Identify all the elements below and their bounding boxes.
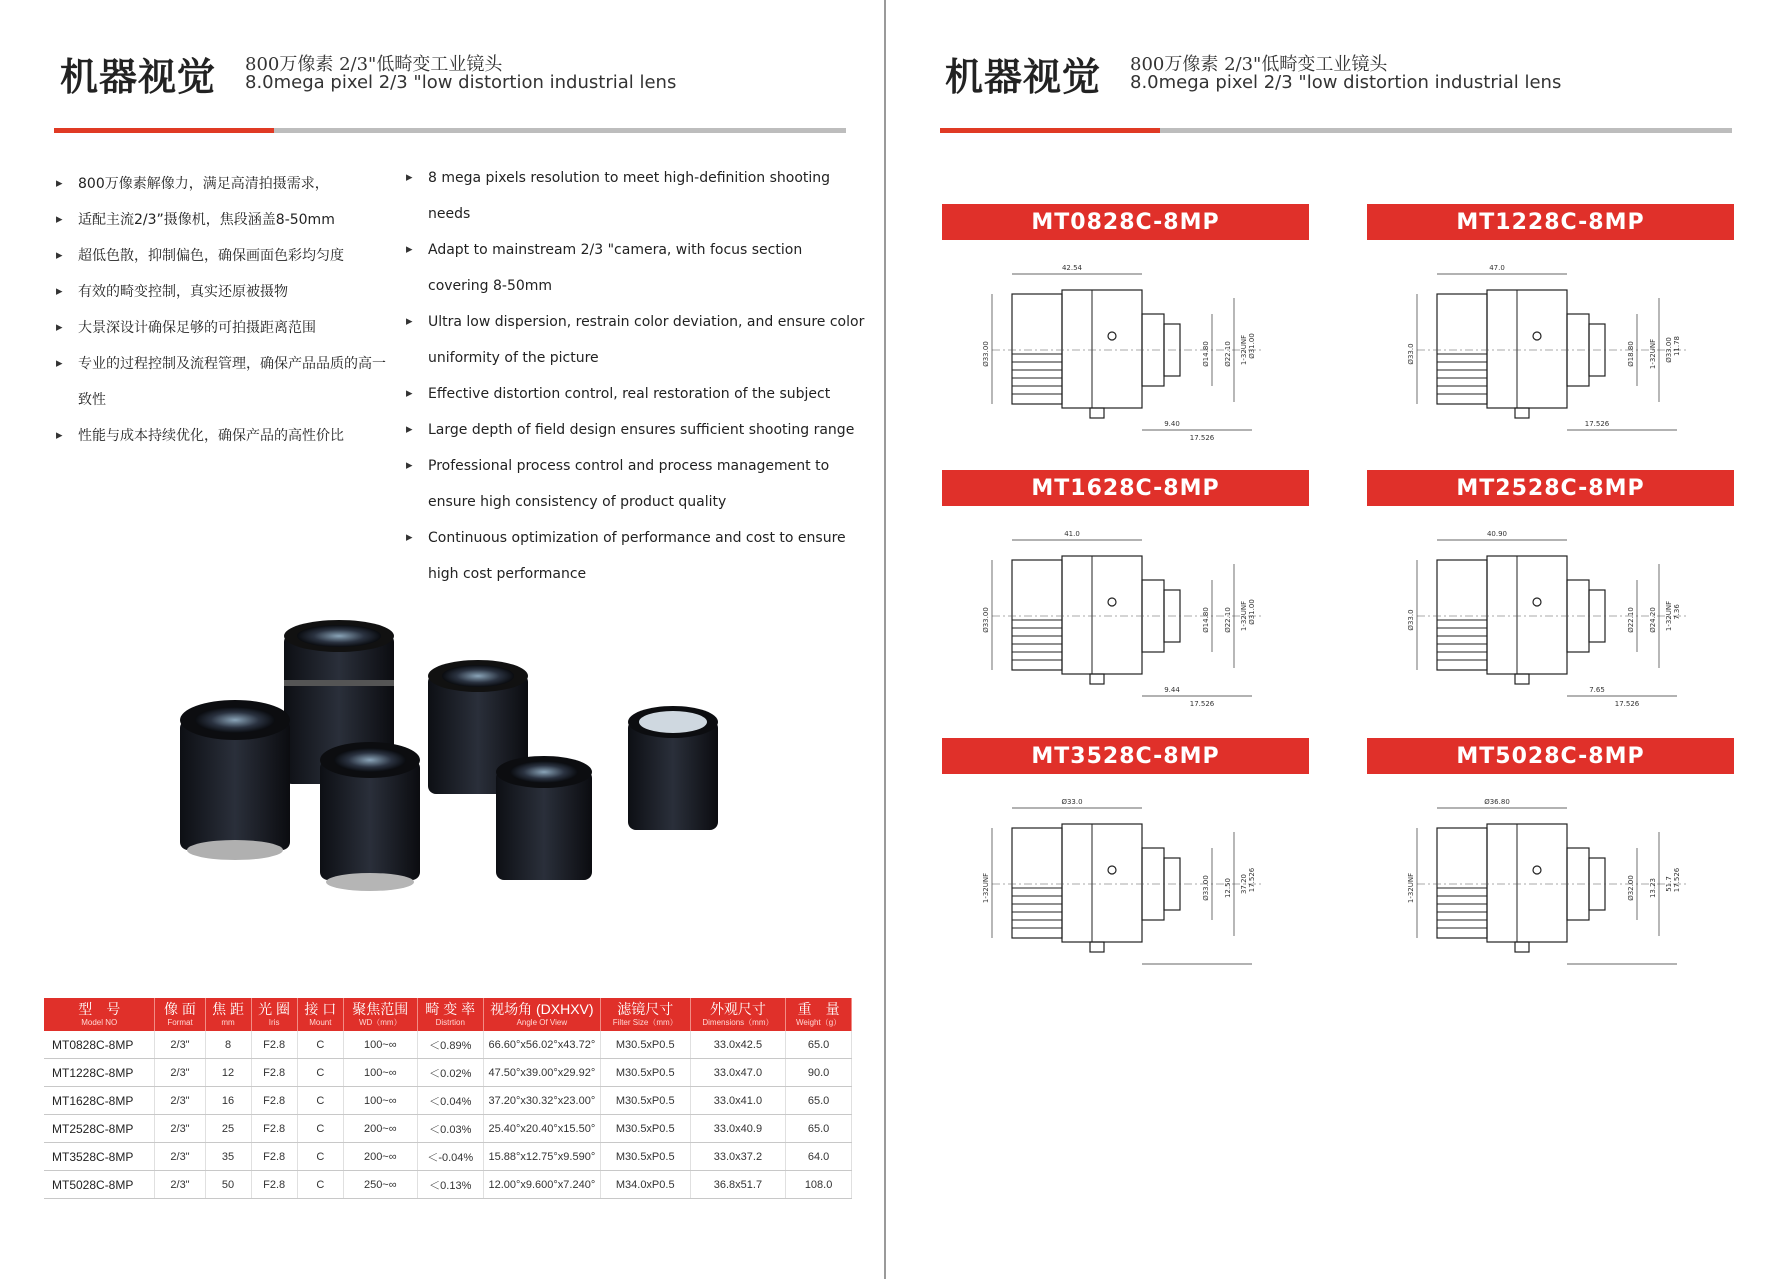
screw-hole — [1108, 598, 1116, 606]
table-cell: 65.0 — [786, 1087, 852, 1115]
table-cell: ＜0.02% — [417, 1059, 483, 1087]
table-cell: 25.40°x20.40°x15.50° — [483, 1115, 600, 1143]
table-cell: 90.0 — [786, 1059, 852, 1087]
table-cell: C — [297, 1031, 343, 1059]
mid-barrel — [1487, 556, 1567, 674]
table-cell: 25 — [205, 1115, 251, 1143]
dimension-label: 9.44 — [1164, 686, 1180, 694]
model-label: MT3528C-8MP — [942, 738, 1309, 774]
dimension-label: 1-32UNF — [1649, 338, 1657, 370]
dimension-label: Ø22.10 — [1224, 341, 1232, 367]
th-filter: 滤镜尺寸 Filter Size（mm） — [600, 998, 690, 1031]
dimension-label: Ø33.00 — [1665, 337, 1673, 363]
table-cell: F2.8 — [251, 1115, 297, 1143]
subtitle-en: 8.0mega pixel 2/3 "low distortion industrial lens — [245, 72, 677, 93]
table-cell: 2/3" — [155, 1031, 205, 1059]
dimension-label: 17.526 — [1248, 867, 1256, 893]
table-cell-model: MT0828C-8MP — [44, 1031, 155, 1059]
dimension-label: 42.54 — [1061, 264, 1083, 272]
dimension-label: Ø22.10 — [1224, 607, 1232, 633]
table-cell: M30.5xP0.5 — [600, 1059, 690, 1087]
dimension-label: 12.50 — [1224, 877, 1232, 899]
th-mount: 接 口 Mount — [297, 998, 343, 1031]
table-cell: 200~∞ — [343, 1115, 417, 1143]
dimension-label: 11.78 — [1673, 335, 1681, 357]
table-row — [44, 1171, 852, 1199]
table-cell: M30.5xP0.5 — [600, 1143, 690, 1171]
table-cell: 2/3" — [155, 1059, 205, 1087]
table-cell: 2/3" — [155, 1143, 205, 1171]
screw-hole — [1533, 866, 1541, 874]
th-wd: 聚焦范围 WD（mm） — [343, 998, 417, 1031]
table-cell: ＜0.89% — [417, 1031, 483, 1059]
model-label: MT1228C-8MP — [1367, 204, 1734, 240]
list-item: ▸ 8 mega pixels resolution to meet high-definition shooting needs — [406, 160, 866, 232]
table-cell: 33.0x37.2 — [690, 1143, 785, 1171]
table-cell: 33.0x42.5 — [690, 1031, 785, 1059]
lens-drawing — [1397, 520, 1697, 710]
mid-barrel — [1062, 824, 1142, 942]
lock-screw — [1515, 674, 1529, 684]
dimension-label: Ø31.00 — [1248, 599, 1256, 625]
table-cell-model: MT2528C-8MP — [44, 1115, 155, 1143]
dimension-label: 1-32UNF — [1665, 600, 1673, 632]
table-cell: 250~∞ — [343, 1171, 417, 1199]
front-barrel — [1437, 560, 1487, 670]
table-cell: C — [297, 1059, 343, 1087]
front-barrel — [1437, 828, 1487, 938]
list-item: ▸ Adapt to mainstream 2/3 "camera, with focus section covering 8-50mm — [406, 232, 866, 304]
dimension-label: Ø24.20 — [1649, 607, 1657, 633]
dimension-label: Ø22.10 — [1627, 607, 1635, 633]
table-cell: 2/3" — [155, 1171, 205, 1199]
dimension-label: Ø31.00 — [1248, 333, 1256, 359]
lens-image-16mm — [496, 756, 592, 880]
screw-hole — [1533, 332, 1541, 340]
dimension-label: 17.526 — [1584, 420, 1610, 428]
lock-screw — [1515, 942, 1529, 952]
list-item: ▸ Large depth of field design ensures sufficient shooting range — [406, 412, 866, 448]
table-header-row — [44, 998, 852, 1031]
table-cell: C — [297, 1087, 343, 1115]
dimension-label: Ø36.80 — [1484, 798, 1510, 806]
table-cell: ＜-0.04% — [417, 1143, 483, 1171]
header-rule-right — [940, 128, 1732, 133]
table-cell: 16 — [205, 1087, 251, 1115]
model-label: MT1628C-8MP — [942, 470, 1309, 506]
table-cell: 8 — [205, 1031, 251, 1059]
table-cell: 2/3" — [155, 1087, 205, 1115]
lens-product-photo — [180, 620, 760, 920]
th-model: 型 号 Model NO — [44, 998, 155, 1031]
model-label: MT5028C-8MP — [1367, 738, 1734, 774]
screw-hole — [1108, 332, 1116, 340]
dimension-label: 40.90 — [1486, 530, 1508, 538]
list-item: ▸ 有效的畸变控制，真实还原被摄物 — [56, 274, 386, 310]
list-item: ▸ Ultra low dispersion, restrain color deviation, and ensure color uniformity of the picture — [406, 304, 866, 376]
lens-drawing — [972, 520, 1272, 710]
model-label: MT0828C-8MP — [942, 204, 1309, 240]
dimension-label: Ø14.80 — [1202, 607, 1210, 633]
table-row — [44, 1115, 852, 1143]
table-cell-model: MT3528C-8MP — [44, 1143, 155, 1171]
table-cell: 65.0 — [786, 1115, 852, 1143]
lens-drawing — [972, 254, 1272, 444]
table-cell: 15.88°x12.75°x9.590° — [483, 1143, 600, 1171]
model-label: MT2528C-8MP — [1367, 470, 1734, 506]
table-cell-model: MT1228C-8MP — [44, 1059, 155, 1087]
table-cell: F2.8 — [251, 1087, 297, 1115]
dimension-label: Ø33.0 — [1407, 609, 1415, 631]
table-row — [44, 1087, 852, 1115]
table-cell: ＜0.13% — [417, 1171, 483, 1199]
dimension-label: Ø33.00 — [982, 341, 990, 367]
lens-image-25mm — [320, 742, 420, 891]
page-title-right: 机器视觉 — [945, 55, 1102, 99]
list-item: ▸ 大景深设计确保足够的可拍摄距离范围 — [56, 310, 386, 346]
dimension-label: 9.40 — [1164, 420, 1180, 428]
mid-barrel — [1062, 290, 1142, 408]
th-distortion: 畸 变 率 Distrtion — [417, 998, 483, 1031]
dimension-label: 1-32UNF — [1407, 872, 1415, 904]
list-item: ▸ 专业的过程控制及流程管理，确保产品品质的高一致性 — [56, 346, 386, 418]
lock-screw — [1090, 674, 1104, 684]
screw-hole — [1533, 598, 1541, 606]
table-cell-model: MT1628C-8MP — [44, 1087, 155, 1115]
dimension-label: Ø33.0 — [1061, 798, 1083, 806]
table-cell: 64.0 — [786, 1143, 852, 1171]
dimension-label: 7.36 — [1673, 604, 1681, 620]
lock-screw — [1090, 408, 1104, 418]
dimension-label: Ø14.80 — [1202, 341, 1210, 367]
table-cell: 33.0x47.0 — [690, 1059, 785, 1087]
dimension-label: 17.526 — [1189, 434, 1215, 442]
table-cell-model: MT5028C-8MP — [44, 1171, 155, 1199]
table-cell: 12.00°x9.600°x7.240° — [483, 1171, 600, 1199]
table-cell: 12 — [205, 1059, 251, 1087]
table-cell: C — [297, 1115, 343, 1143]
features-cn-list — [56, 166, 386, 454]
lens-drawing — [972, 788, 1272, 978]
table-row — [44, 1143, 852, 1171]
page-divider — [884, 0, 886, 1279]
dimension-label: Ø33.00 — [1202, 875, 1210, 901]
th-focal: 焦 距 mm — [205, 998, 251, 1031]
lock-screw — [1515, 408, 1529, 418]
mid-barrel — [1487, 290, 1567, 408]
lens-image-35mm — [180, 700, 290, 860]
list-item: ▸ 性能与成本持续优化，确保产品的高性价比 — [56, 418, 386, 454]
table-cell: 37.20°x30.32°x23.00° — [483, 1087, 600, 1115]
features-en-list — [406, 160, 866, 592]
table-row — [44, 1059, 852, 1087]
table-cell: C — [297, 1143, 343, 1171]
screw-hole — [1108, 866, 1116, 874]
dimension-label: 51.7 — [1665, 876, 1673, 892]
dimension-label: Ø32.00 — [1627, 875, 1635, 901]
dimension-label: 17.526 — [1673, 867, 1681, 893]
front-barrel — [1437, 294, 1487, 404]
table-cell: 47.50°x39.00°x29.92° — [483, 1059, 600, 1087]
table-cell: 100~∞ — [343, 1087, 417, 1115]
dimension-label: 41.0 — [1064, 530, 1080, 538]
dimension-label: Ø33.0 — [1407, 343, 1415, 365]
mid-barrel — [1062, 556, 1142, 674]
table-cell: M30.5xP0.5 — [600, 1087, 690, 1115]
table-cell: 66.60°x56.02°x43.72° — [483, 1031, 600, 1059]
list-item: ▸ Professional process control and process management to ensure high consistency of product quality — [406, 448, 866, 520]
subtitle-cn: 800万像素 2/3"低畸变工业镜头 — [245, 54, 503, 75]
dimension-label: 13.23 — [1649, 877, 1657, 899]
dimension-label: 1-32UNF — [1240, 334, 1248, 366]
table-cell: 36.8x51.7 — [690, 1171, 785, 1199]
dimension-label: 17.526 — [1614, 700, 1640, 708]
table-cell: F2.8 — [251, 1143, 297, 1171]
table-cell: F2.8 — [251, 1171, 297, 1199]
table-cell: M34.0xP0.5 — [600, 1171, 690, 1199]
list-item: ▸ 800万像素解像力，满足高清拍摄需求， — [56, 166, 386, 202]
table-cell: 200~∞ — [343, 1143, 417, 1171]
th-format: 像 面 Format — [155, 998, 205, 1031]
dimension-label: 1-32UNF — [1240, 600, 1248, 632]
table-cell: 65.0 — [786, 1031, 852, 1059]
header-rule — [54, 128, 846, 133]
table-cell: 108.0 — [786, 1171, 852, 1199]
front-barrel — [1012, 560, 1062, 670]
dimension-label: 1-32UNF — [982, 872, 990, 904]
table-cell: ＜0.04% — [417, 1087, 483, 1115]
th-dimensions: 外观尺寸 Dimensions（mm） — [690, 998, 785, 1031]
subtitle-en-right: 8.0mega pixel 2/3 "low distortion industrial lens — [1130, 72, 1562, 93]
dimension-label: 17.526 — [1189, 700, 1215, 708]
dimension-label: 37.20 — [1240, 873, 1248, 895]
table-cell: C — [297, 1171, 343, 1199]
mid-barrel — [1487, 824, 1567, 942]
front-barrel — [1012, 828, 1062, 938]
table-cell: M30.5xP0.5 — [600, 1115, 690, 1143]
lock-screw — [1090, 942, 1104, 952]
table-cell: ＜0.03% — [417, 1115, 483, 1143]
th-aov: 视场角 (DXHXV) Angle Of View — [483, 998, 600, 1031]
th-weight: 重 量 Weight（g） — [786, 998, 852, 1031]
dimension-label: 47.0 — [1489, 264, 1505, 272]
lens-drawing — [1397, 788, 1697, 978]
list-item: ▸ 超低色散，抑制偏色，确保画面色彩均匀度 — [56, 238, 386, 274]
list-item: ▸ Effective distortion control, real restoration of the subject — [406, 376, 866, 412]
table-cell: 100~∞ — [343, 1031, 417, 1059]
table-cell: 33.0x41.0 — [690, 1087, 785, 1115]
list-item: ▸ 适配主流2/3”摄像机，焦段涵盖8-50mm — [56, 202, 386, 238]
front-barrel — [1012, 294, 1062, 404]
list-item: ▸ Continuous optimization of performance and cost to ensure high cost performance — [406, 520, 866, 592]
table-cell: 33.0x40.9 — [690, 1115, 785, 1143]
table-cell: 100~∞ — [343, 1059, 417, 1087]
table-cell: 50 — [205, 1171, 251, 1199]
table-cell: 2/3" — [155, 1115, 205, 1143]
lens-drawing — [1397, 254, 1697, 444]
table-cell: F2.8 — [251, 1059, 297, 1087]
table-row — [44, 1031, 852, 1059]
dimension-label: Ø18.80 — [1627, 341, 1635, 367]
table-cell: M30.5xP0.5 — [600, 1031, 690, 1059]
table-cell: F2.8 — [251, 1031, 297, 1059]
page-title: 机器视觉 — [60, 55, 217, 99]
dimension-label: Ø33.00 — [982, 607, 990, 633]
spec-table — [44, 998, 852, 1199]
subtitle-cn-right: 800万像素 2/3"低畸变工业镜头 — [1130, 54, 1388, 75]
th-iris: 光 圈 Iris — [251, 998, 297, 1031]
lens-image-8mm — [628, 706, 718, 830]
table-cell: 35 — [205, 1143, 251, 1171]
dimension-label: 7.65 — [1589, 686, 1605, 694]
